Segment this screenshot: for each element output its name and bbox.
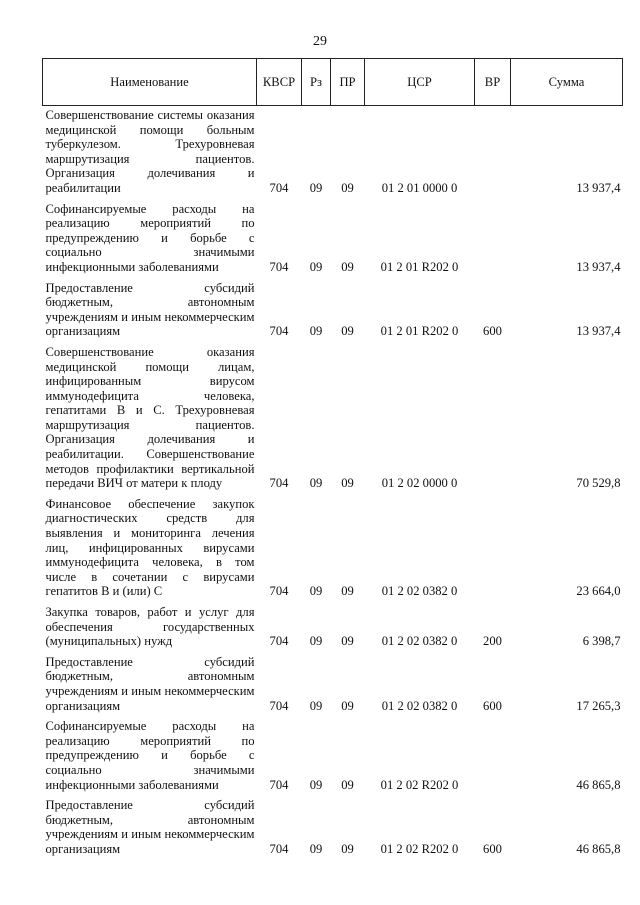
- row-kvsr: 704: [269, 259, 289, 274]
- row-pr: 09: [341, 259, 354, 274]
- row-vr: 600: [483, 698, 502, 713]
- row-kvsr: 704: [269, 180, 289, 195]
- row-name: Предоставление субсидий бюджетным, автономным учреждениям и иным некоммерческим организациям: [45, 798, 255, 856]
- table-row: [43, 651, 623, 715]
- row-pr: 09: [341, 698, 354, 713]
- row-csr: 01 2 01 R202 0: [380, 324, 459, 339]
- row-kvsr: 704: [269, 698, 289, 713]
- row-kvsr: 704: [269, 777, 289, 792]
- header-vr: ВР: [475, 59, 511, 106]
- row-pr: 09: [341, 841, 354, 856]
- row-name: Предоставление субсидий бюджетным, автономным учреждениям и иным некоммерческим организациям: [45, 654, 255, 713]
- row-csr: 01 2 01 R202 0: [380, 259, 459, 274]
- row-vr: [475, 715, 511, 794]
- row-name: Закупка товаров, работ и услуг для обеспечения государственных (муниципальных) нужд: [45, 605, 255, 649]
- row-name: Совершенствование системы оказания медицинской помощи больным туберкулезом. Трехуровневая маршрутизация пациентов. Организация долечивания и реабилитации: [45, 108, 255, 195]
- table-row: [43, 493, 623, 601]
- row-rz: 09: [309, 259, 323, 274]
- table-row: [43, 277, 623, 341]
- row-csr: 01 2 02 R202 0: [380, 841, 459, 856]
- row-vr: [475, 493, 511, 601]
- row-csr: 01 2 01 0000 0: [381, 180, 458, 195]
- row-rz: 09: [309, 476, 323, 491]
- header-csr: ЦСР: [365, 59, 475, 106]
- row-csr: 01 2 02 0000 0: [381, 476, 458, 491]
- row-sum: 13 937,4: [576, 324, 621, 339]
- row-rz: 09: [309, 634, 323, 649]
- row-kvsr: 704: [269, 324, 289, 339]
- row-vr: 200: [483, 634, 502, 649]
- table-row: [43, 715, 623, 794]
- row-rz: 09: [309, 698, 323, 713]
- row-vr: [475, 341, 511, 493]
- header-pr: ПР: [331, 59, 365, 106]
- row-sum: 13 937,4: [576, 180, 621, 195]
- row-rz: 09: [309, 324, 323, 339]
- table-row: [43, 341, 623, 493]
- header-sum: Сумма: [511, 59, 623, 106]
- row-kvsr: 704: [269, 476, 289, 491]
- header-row: [43, 59, 623, 106]
- page-number: 29: [313, 34, 327, 49]
- row-sum: 46 865,8: [576, 777, 621, 792]
- row-vr: 600: [483, 324, 502, 339]
- row-kvsr: 704: [269, 841, 289, 856]
- table-body: [43, 106, 623, 859]
- row-sum: 23 664,0: [576, 584, 621, 599]
- row-name: Финансовое обеспечение закупок диагностических средств для выявления и мониторинга лечения лиц, инфицированных вирусами иммунодефицита человека, в том числе в сочетании с вирусами гепатитов В и (или) С: [45, 496, 255, 599]
- table-row: [43, 198, 623, 277]
- row-name: Софинансируемые расходы на реализацию мероприятий по предупреждению и борьбе с социально значимыми инфекционными заболеваниями: [45, 201, 255, 274]
- row-name: Предоставление субсидий бюджетным, автономным учреждениям и иным некоммерческим организациям: [45, 280, 255, 339]
- row-vr: [475, 106, 511, 198]
- row-pr: 09: [341, 777, 354, 792]
- table-row: [43, 601, 623, 651]
- table-header: [43, 59, 623, 106]
- table-row: [43, 106, 623, 198]
- row-rz: 09: [309, 584, 323, 599]
- row-rz: 09: [309, 777, 323, 792]
- budget-table: [42, 58, 623, 859]
- row-kvsr: 704: [269, 584, 289, 599]
- row-name: Софинансируемые расходы на реализацию мероприятий по предупреждению и борьбе с социально значимыми инфекционными заболеваниями: [45, 719, 255, 792]
- row-pr: 09: [341, 180, 354, 195]
- row-sum: 17 265,3: [576, 698, 621, 713]
- header-name: Наименование: [43, 59, 257, 106]
- row-csr: 01 2 02 0382 0: [381, 584, 458, 599]
- row-rz: 09: [309, 180, 323, 195]
- row-pr: 09: [341, 476, 354, 491]
- row-vr: 600: [483, 841, 502, 856]
- row-csr: 01 2 02 0382 0: [381, 698, 458, 713]
- row-vr: [475, 198, 511, 277]
- row-sum: 6 398,7: [582, 634, 621, 649]
- header-kvsr: КВСР: [257, 59, 302, 106]
- row-csr: 01 2 02 0382 0: [381, 634, 458, 649]
- header-rz: Рз: [302, 59, 331, 106]
- row-sum: 46 865,8: [576, 841, 621, 856]
- row-sum: 70 529,8: [576, 476, 621, 491]
- row-kvsr: 704: [269, 634, 289, 649]
- table-row: [43, 794, 623, 858]
- row-pr: 09: [341, 634, 354, 649]
- row-pr: 09: [341, 324, 354, 339]
- row-pr: 09: [341, 584, 354, 599]
- row-csr: 01 2 02 R202 0: [380, 777, 459, 792]
- row-rz: 09: [309, 841, 323, 856]
- row-name: Совершенствование оказания медицинской помощи лицам, инфицированным вирусом иммунодефицита человека, гепатитами В и С. Трехуровневая маршрутизация пациентов. Организация долечивания и реабилитации. Совершенствование методов профилактики вертикальной передачи ВИЧ от матери к плоду: [45, 344, 255, 491]
- row-sum: 13 937,4: [576, 259, 621, 274]
